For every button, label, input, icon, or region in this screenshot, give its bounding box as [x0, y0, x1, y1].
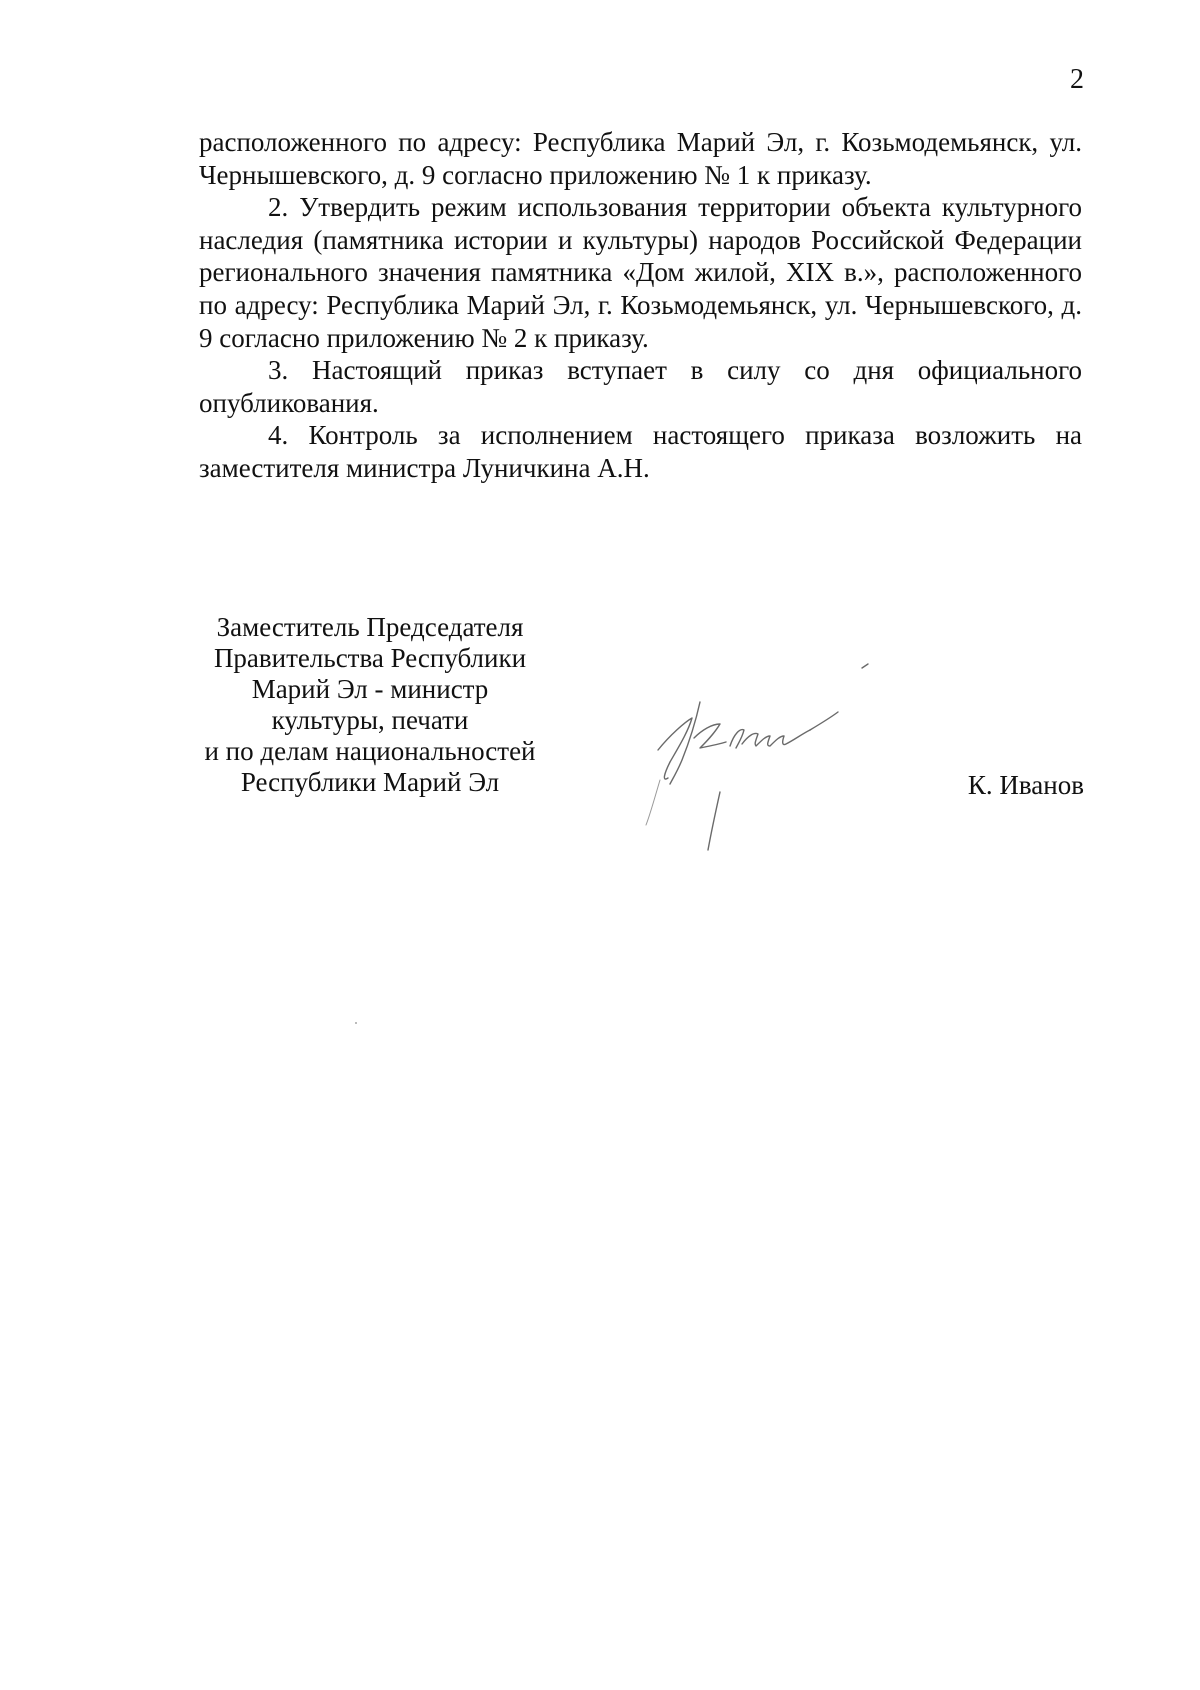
paragraph-text: Настоящий приказ вступает в силу со дня официального опубликования. — [199, 355, 1082, 418]
paragraph-2 — [199, 191, 1082, 354]
signatory-name: К. Иванов — [967, 770, 1084, 800]
paragraph-number: 4. — [268, 420, 289, 451]
signatory-position — [170, 612, 570, 798]
page-number: 2 — [1070, 64, 1084, 95]
signatory-position-line: и по делам национальностей — [204, 736, 536, 766]
paragraph-number: 2. — [268, 192, 289, 223]
signatory-position-line: Республики Марий Эл — [240, 767, 500, 797]
paragraph-text: Утвердить режим использования территории объекта культурного наследия (памятника истории и культуры) народов Российской Федерации регионального значения памятника «Дом жилой, XIX в.», расположенного по адресу: Республика Марий Эл, г. Козьмодемьянск, ул. Чернышевского, д. 9 согласно приложению № 2 к приказу. — [199, 192, 1083, 353]
signatory-position-line: Марий Эл - министр — [251, 674, 489, 704]
paragraph-continuation — [199, 126, 1082, 191]
paragraph-text: Контроль за исполнением настоящего приказа возложить на заместителя министра Луничкина А.Н. — [199, 420, 1083, 483]
signatory-position-line: Заместитель Председателя — [216, 612, 524, 642]
scan-speck — [355, 1022, 357, 1024]
signatory-position-line: культуры, печати — [271, 705, 469, 735]
paragraph-text: расположенного по адресу: Республика Марий Эл, г. Козьмодемьянск, ул. Чернышевского, д. 9 согласно приложению № 1 к приказу. — [199, 127, 1082, 190]
paragraph-number: 3. — [268, 355, 289, 386]
order-body — [199, 126, 1082, 485]
signatory-position-line: Правительства Республики — [213, 643, 527, 673]
handwritten-signature — [630, 650, 930, 880]
paragraph-3 — [199, 354, 1082, 419]
paragraph-4 — [199, 419, 1082, 484]
